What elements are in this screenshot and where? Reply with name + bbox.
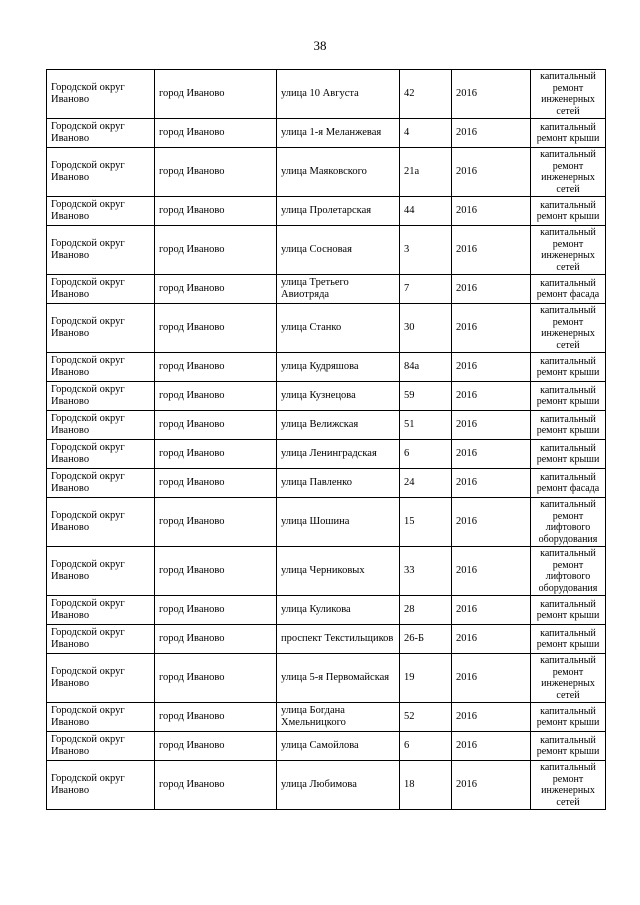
street-cell: улица Самойлова (277, 732, 400, 761)
work-type-cell: капитальный ремонт крыши (531, 625, 606, 654)
street-cell: проспект Текстильщиков (277, 625, 400, 654)
house-number-cell: 24 (400, 469, 452, 498)
table-row (47, 353, 606, 382)
work-type-cell: капитальный ремонт крыши (531, 596, 606, 625)
work-type-cell: капитальный ремонт крыши (531, 197, 606, 226)
city-cell: город Иваново (155, 197, 277, 226)
table-row (47, 382, 606, 411)
city-cell: город Иваново (155, 761, 277, 810)
table-row (47, 625, 606, 654)
street-cell: улица Богдана Хмельницкого (277, 703, 400, 732)
table-row (47, 304, 606, 353)
table-row (47, 596, 606, 625)
table-row (47, 703, 606, 732)
table-row (47, 148, 606, 197)
house-number-cell: 19 (400, 654, 452, 703)
year-cell: 2016 (452, 226, 531, 275)
table-row (47, 498, 606, 547)
city-cell: город Иваново (155, 275, 277, 304)
street-cell: улица Кузнецова (277, 382, 400, 411)
municipality-cell: Городской округ Иваново (47, 625, 155, 654)
table-row (47, 197, 606, 226)
year-cell: 2016 (452, 70, 531, 119)
city-cell: город Иваново (155, 469, 277, 498)
city-cell: город Иваново (155, 353, 277, 382)
municipality-cell: Городской округ Иваново (47, 353, 155, 382)
year-cell: 2016 (452, 498, 531, 547)
year-cell: 2016 (452, 761, 531, 810)
street-cell: улица Сосновая (277, 226, 400, 275)
municipality-cell: Городской округ Иваново (47, 596, 155, 625)
house-number-cell: 15 (400, 498, 452, 547)
work-type-cell: капитальный ремонт инженерных сетей (531, 761, 606, 810)
city-cell: город Иваново (155, 440, 277, 469)
municipality-cell: Городской округ Иваново (47, 148, 155, 197)
city-cell: город Иваново (155, 304, 277, 353)
house-number-cell: 44 (400, 197, 452, 226)
work-type-cell: капитальный ремонт крыши (531, 732, 606, 761)
table-row (47, 761, 606, 810)
city-cell: город Иваново (155, 732, 277, 761)
city-cell: город Иваново (155, 148, 277, 197)
municipality-cell: Городской округ Иваново (47, 761, 155, 810)
street-cell: улица 1-я Меланжевая (277, 119, 400, 148)
city-cell: город Иваново (155, 226, 277, 275)
table-row (47, 226, 606, 275)
street-cell: улица Любимова (277, 761, 400, 810)
work-type-cell: капитальный ремонт крыши (531, 411, 606, 440)
city-cell: город Иваново (155, 119, 277, 148)
house-number-cell: 6 (400, 440, 452, 469)
work-type-cell: капитальный ремонт крыши (531, 703, 606, 732)
street-cell: улица Станко (277, 304, 400, 353)
house-number-cell: 59 (400, 382, 452, 411)
municipality-cell: Городской округ Иваново (47, 732, 155, 761)
house-number-cell: 33 (400, 547, 452, 596)
year-cell: 2016 (452, 732, 531, 761)
work-type-cell: капитальный ремонт лифтового оборудования (531, 498, 606, 547)
house-number-cell: 84а (400, 353, 452, 382)
table-row (47, 732, 606, 761)
municipality-cell: Городской округ Иваново (47, 440, 155, 469)
city-cell: город Иваново (155, 596, 277, 625)
city-cell: город Иваново (155, 411, 277, 440)
municipality-cell: Городской округ Иваново (47, 304, 155, 353)
house-number-cell: 3 (400, 226, 452, 275)
work-type-cell: капитальный ремонт лифтового оборудования (531, 547, 606, 596)
year-cell: 2016 (452, 382, 531, 411)
year-cell: 2016 (452, 703, 531, 732)
municipality-cell: Городской округ Иваново (47, 275, 155, 304)
municipality-cell: Городской округ Иваново (47, 547, 155, 596)
year-cell: 2016 (452, 353, 531, 382)
municipality-cell: Городской округ Иваново (47, 119, 155, 148)
table-row (47, 275, 606, 304)
municipality-cell: Городской округ Иваново (47, 411, 155, 440)
street-cell: улица Куликова (277, 596, 400, 625)
street-cell: улица Велижская (277, 411, 400, 440)
year-cell: 2016 (452, 148, 531, 197)
municipality-cell: Городской округ Иваново (47, 469, 155, 498)
work-type-cell: капитальный ремонт крыши (531, 440, 606, 469)
house-number-cell: 30 (400, 304, 452, 353)
city-cell: город Иваново (155, 498, 277, 547)
municipality-cell: Городской округ Иваново (47, 197, 155, 226)
municipality-cell: Городской округ Иваново (47, 654, 155, 703)
street-cell: улица Пролетарская (277, 197, 400, 226)
street-cell: улица 5-я Первомайская (277, 654, 400, 703)
year-cell: 2016 (452, 440, 531, 469)
municipality-cell: Городской округ Иваново (47, 498, 155, 547)
work-type-cell: капитальный ремонт инженерных сетей (531, 148, 606, 197)
street-cell: улица Шошина (277, 498, 400, 547)
street-cell: улица 10 Августа (277, 70, 400, 119)
house-number-cell: 42 (400, 70, 452, 119)
year-cell: 2016 (452, 625, 531, 654)
city-cell: город Иваново (155, 703, 277, 732)
table-row (47, 469, 606, 498)
city-cell: город Иваново (155, 654, 277, 703)
house-number-cell: 28 (400, 596, 452, 625)
work-type-cell: капитальный ремонт инженерных сетей (531, 654, 606, 703)
street-cell: улица Третьего Авиотряда (277, 275, 400, 304)
street-cell: улица Маяковского (277, 148, 400, 197)
work-type-cell: капитальный ремонт инженерных сетей (531, 304, 606, 353)
year-cell: 2016 (452, 654, 531, 703)
house-number-cell: 18 (400, 761, 452, 810)
house-number-cell: 52 (400, 703, 452, 732)
municipality-cell: Городской округ Иваново (47, 70, 155, 119)
year-cell: 2016 (452, 304, 531, 353)
year-cell: 2016 (452, 547, 531, 596)
municipality-cell: Городской округ Иваново (47, 226, 155, 275)
work-type-cell: капитальный ремонт инженерных сетей (531, 70, 606, 119)
city-cell: город Иваново (155, 70, 277, 119)
table-row (47, 654, 606, 703)
street-cell: улица Черниковых (277, 547, 400, 596)
work-type-cell: капитальный ремонт фасада (531, 469, 606, 498)
repair-schedule-table (46, 69, 606, 810)
year-cell: 2016 (452, 411, 531, 440)
work-type-cell: капитальный ремонт инженерных сетей (531, 226, 606, 275)
table-row (47, 411, 606, 440)
house-number-cell: 21а (400, 148, 452, 197)
year-cell: 2016 (452, 596, 531, 625)
city-cell: город Иваново (155, 625, 277, 654)
municipality-cell: Городской округ Иваново (47, 382, 155, 411)
work-type-cell: капитальный ремонт крыши (531, 382, 606, 411)
municipality-cell: Городской округ Иваново (47, 703, 155, 732)
house-number-cell: 7 (400, 275, 452, 304)
city-cell: город Иваново (155, 382, 277, 411)
table-row (47, 70, 606, 119)
house-number-cell: 51 (400, 411, 452, 440)
table-body (47, 70, 606, 810)
street-cell: улица Павленко (277, 469, 400, 498)
street-cell: улица Кудряшова (277, 353, 400, 382)
house-number-cell: 26-Б (400, 625, 452, 654)
house-number-cell: 6 (400, 732, 452, 761)
table-row (47, 119, 606, 148)
table-row (47, 547, 606, 596)
city-cell: город Иваново (155, 547, 277, 596)
work-type-cell: капитальный ремонт крыши (531, 119, 606, 148)
year-cell: 2016 (452, 197, 531, 226)
house-number-cell: 4 (400, 119, 452, 148)
work-type-cell: капитальный ремонт крыши (531, 353, 606, 382)
table-row (47, 440, 606, 469)
street-cell: улица Ленинградская (277, 440, 400, 469)
year-cell: 2016 (452, 469, 531, 498)
year-cell: 2016 (452, 119, 531, 148)
page-number: 38 (313, 38, 327, 53)
work-type-cell: капитальный ремонт фасада (531, 275, 606, 304)
year-cell: 2016 (452, 275, 531, 304)
